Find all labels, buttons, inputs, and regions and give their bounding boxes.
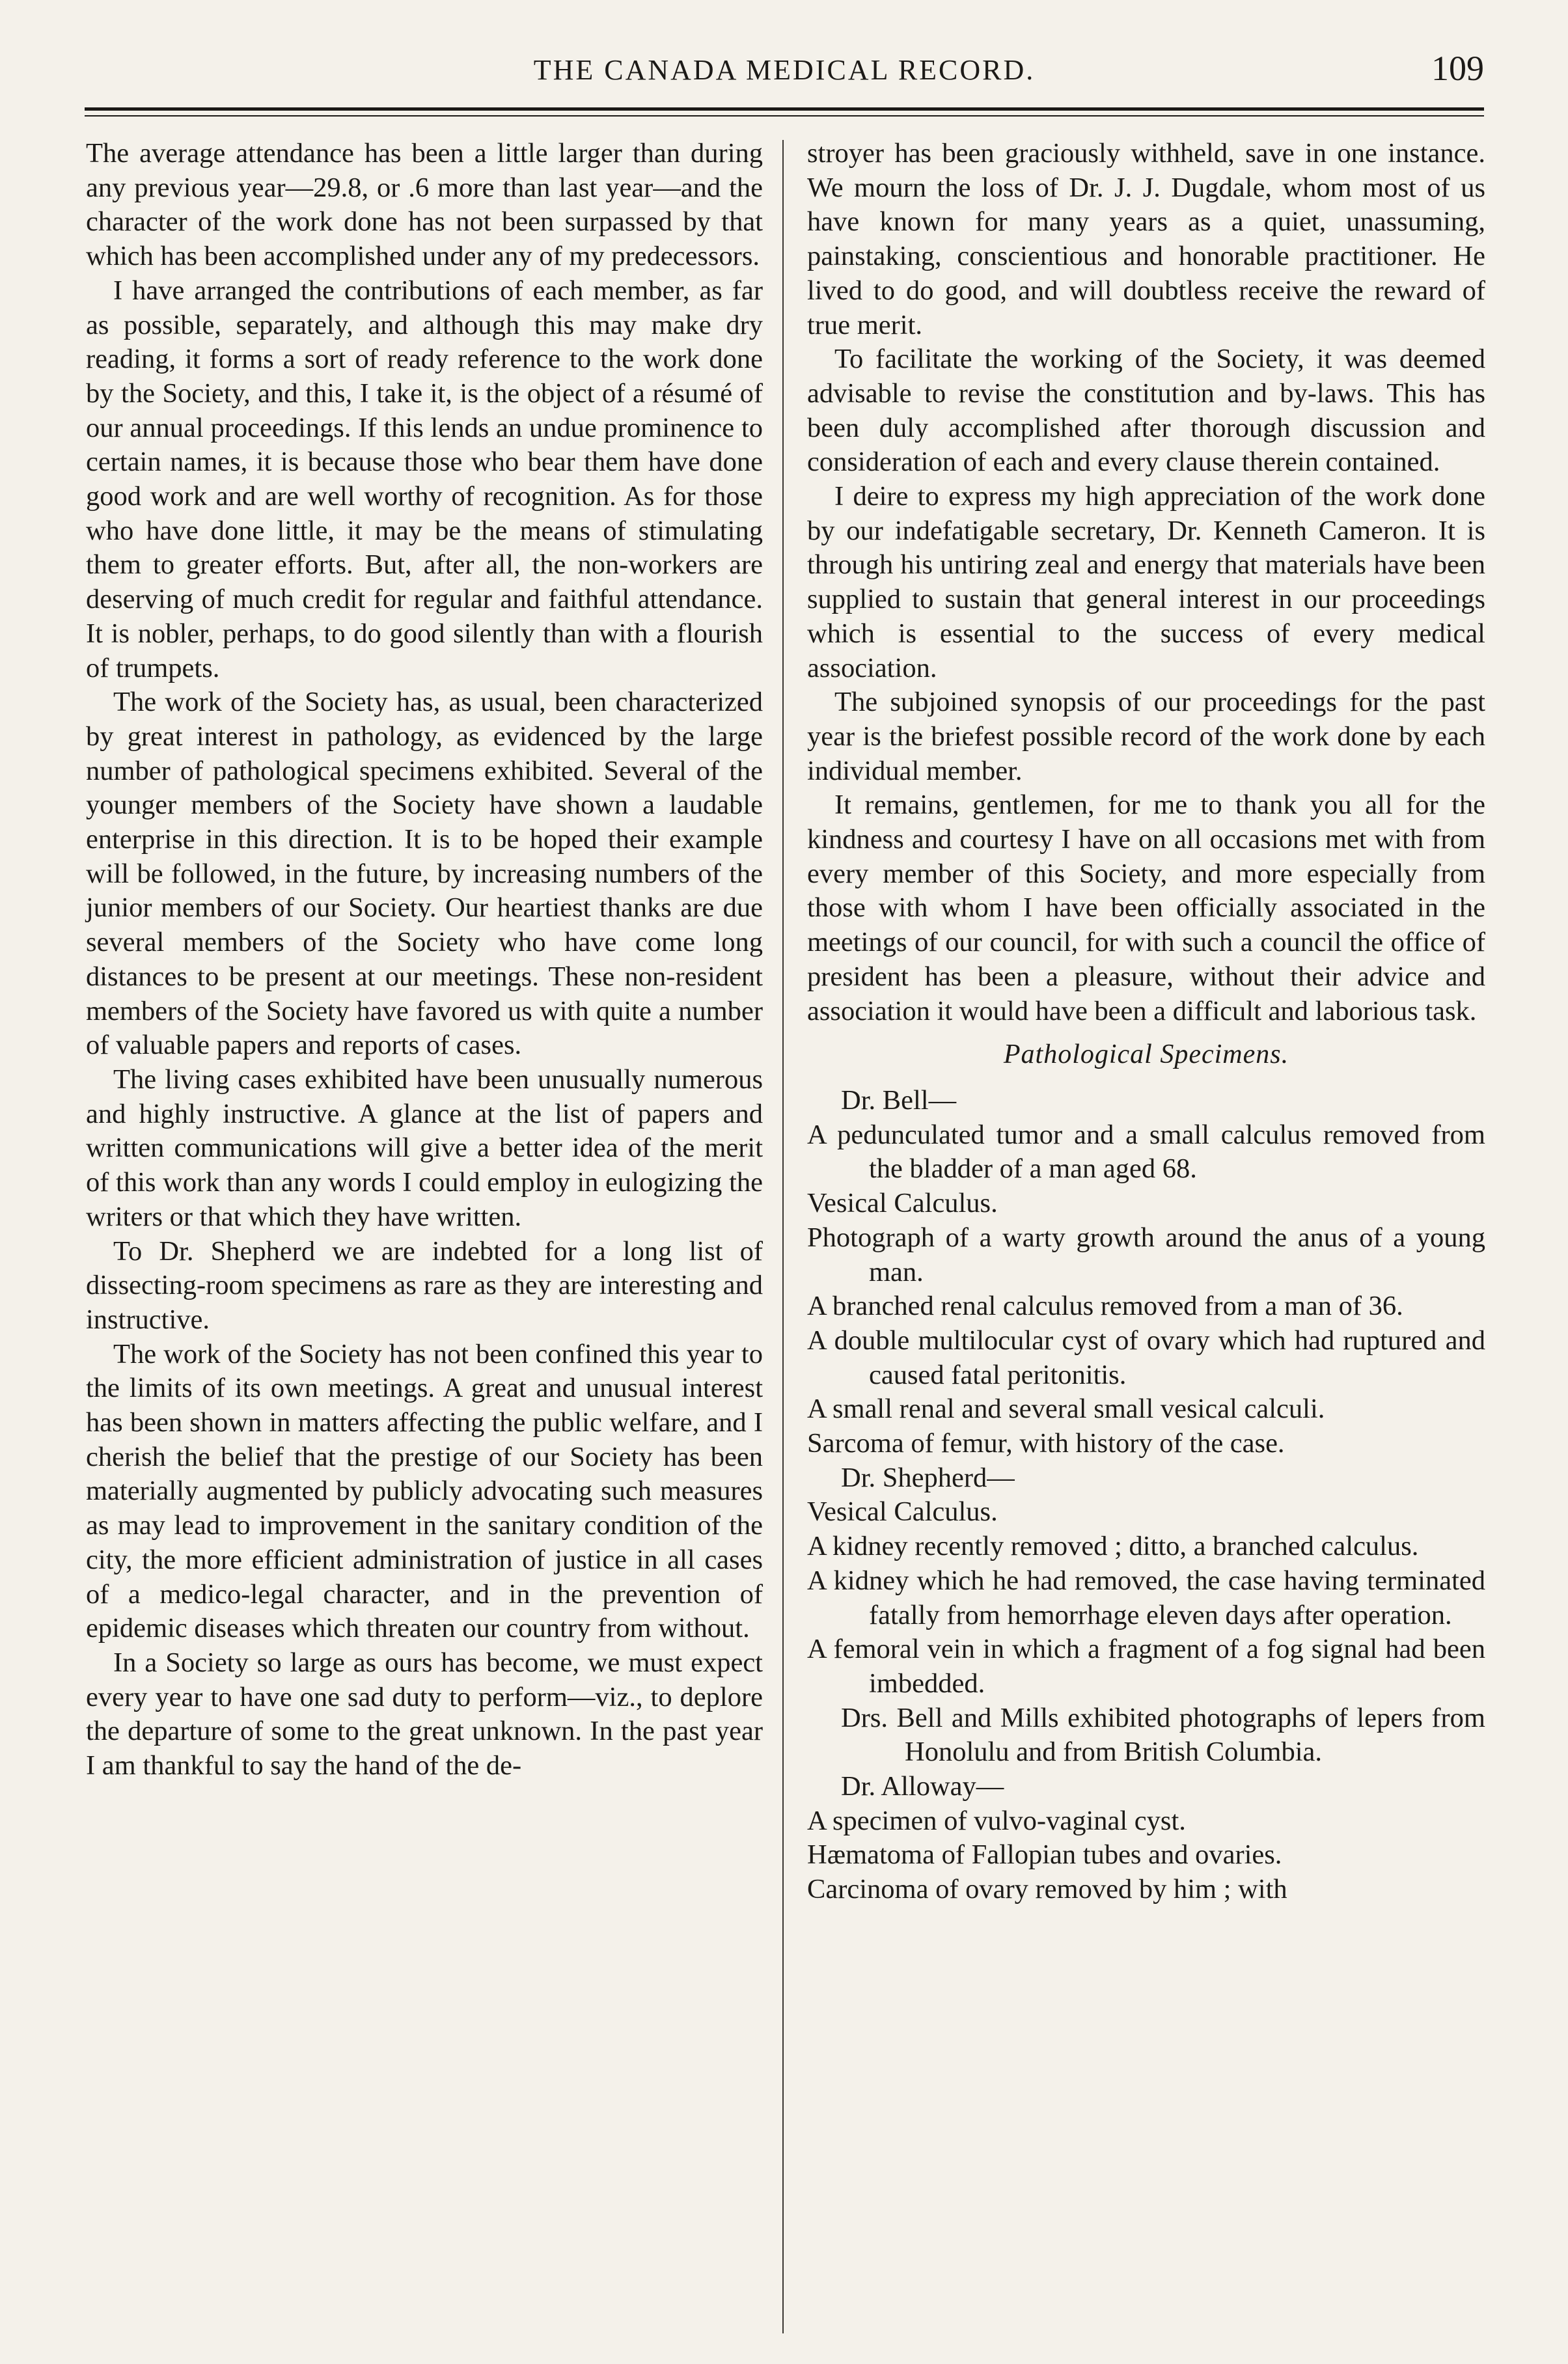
presenter-name: Dr. Alloway— [841, 1771, 1004, 1802]
paragraph: The work of the Society has, as usual, been characterized by great interest in pathology, as evidenced by the large number of pathological specimens exhibited. Several of the younger members of the Society have shown a laudable enterprise in this direction. It is to be hoped their example will be followed, in the future, by increasing numbers of the junior members of our Society. Our heartiest thanks are due several members of the Society who have come long distances to be present at our meetings. These non-resident members of the Society have favored us with quite a number of valuable papers and reports of cases. [86, 687, 763, 1061]
presenter-name: Dr. Bell— [841, 1084, 957, 1116]
specimen-item: A specimen of vulvo-vaginal cyst. [807, 1805, 1186, 1836]
specimen-item: A femoral vein in which a fragment of a fog signal had been imbedded. [807, 1634, 1485, 1699]
left-column [86, 137, 763, 1783]
paragraph: It remains, gentlemen, for me to thank you all for the kindness and courtesy I have on all occasions met with from every member of this Society, and more especially from those with whom I have been officially associated in the meetings of our council, for with such a council the office of president has been a pleasure, without their advice and association it would have been a difficult and laborious task. [807, 790, 1485, 1026]
paragraph: The average attendance has been a little larger than during any previous year—29.8, or .6 more than last year—and the character of the work done has not been surpassed by that which has been accomplished under any of my predecessors. [86, 138, 763, 272]
page-number: 109 [1431, 49, 1484, 88]
column-divider [782, 140, 784, 2333]
paragraph: stroyer has been graciously withheld, save in one instance. We mourn the loss of Dr. J. J. Dugdale, whom most of us have known for many years as a quiet, unassuming, painstaking, conscientious and honorable practitioner. He lived to do good, and will doubtless receive the reward of true merit. [807, 138, 1485, 340]
specimen-item: Vesical Calculus. [807, 1188, 998, 1219]
paragraph: In a Society so large as ours has become, we must expect every year to have one sad duty to perform—viz., to deplore the departure of some to the great unknown. In the past year I am thankful to say the hand of the de- [86, 1647, 763, 1781]
specimen-item: A small renal and several small vesical calculi. [807, 1394, 1325, 1425]
specimen-item: Sarcoma of femur, with history of the case. [807, 1428, 1285, 1459]
specimen-item: A pedunculated tumor and a small calculus removed from the bladder of a man aged 68. [807, 1119, 1485, 1185]
specimen-note: Drs. Bell and Mills exhibited photographs of lepers from Honolulu and from British Columbia. [841, 1702, 1485, 1768]
presenter-name: Dr. Shepherd— [841, 1462, 1015, 1493]
paragraph: I deire to express my high appreciation of the work done by our indefatigable secretary, Dr. Kenneth Cameron. It is through his untiring zeal and energy that materials have been supplied to sustain that general interest in our proceedings which is essential to the success of every medical association. [807, 481, 1485, 683]
section-heading: Pathological Specimens. [1003, 1039, 1289, 1070]
paragraph: The living cases exhibited have been unusually numerous and highly instructive. A glance at the list of papers and written communications will give a better idea of the merit of this work than any words I could employ in eulogizing the writers or that which they have written. [86, 1064, 763, 1232]
right-column [807, 137, 1485, 1907]
specimen-item: A kidney which he had removed, the case having terminated fatally from hemorrhage eleven days after operation. [807, 1565, 1485, 1630]
specimen-item: Vesical Calculus. [807, 1496, 998, 1528]
specimen-list [807, 1084, 1485, 1907]
paragraph: The subjoined synopsis of our proceedings for the past year is the briefest possible record of the work done by each individual member. [807, 687, 1485, 786]
paragraph: To Dr. Shepherd we are indebted for a long list of dissecting-room specimens as rare as they are interesting and instructive. [86, 1235, 763, 1335]
paragraph: To facilitate the working of the Society, it was deemed advisable to revise the constitution and by-laws. This has been duly accomplished after thorough discussion and consideration of each and every clause therein contained. [807, 344, 1485, 478]
paragraph: The work of the Society has not been confined this year to the limits of its own meetings. A great and unusual interest has been shown in matters affecting the public welfare, and I cherish the belief that the prestige of our Society has been materially augmented by publicly advocating such measures as may lead to improvement in the sanitary condition of the city, the more efficient administration of justice in all cases of a medico-legal character, and in the prevention of epidemic diseases which threaten our country from without. [86, 1338, 763, 1644]
paragraph: I have arranged the contributions of each member, as far as possible, separately, and although this may make dry reading, it forms a sort of ready reference to the work done by the Society, and this, I take it, is the object of a résumé of our annual proceedings. If this lends an undue prominence to certain names, it is because those who bear them have done good work and are well worthy of recognition. As for those who have done little, it may be the means of stimulating them to greater efforts. But, after all, the non-workers are deserving of much credit for regular and faithful attendance. It is nobler, perhaps, to do good silently than with a flourish of trumpets. [86, 275, 763, 683]
specimen-item: A double multilocular cyst of ovary which had ruptured and caused fatal peritonitis. [807, 1325, 1485, 1390]
specimen-item: Photograph of a warty growth around the anus of a young man. [807, 1222, 1485, 1287]
page-header [85, 51, 1484, 96]
specimen-item: A kidney recently removed ; ditto, a branched calculus. [807, 1531, 1419, 1562]
specimen-item: Carcinoma of ovary removed by him ; with [807, 1874, 1287, 1905]
header-rule-thin [85, 115, 1484, 117]
running-title: THE CANADA MEDICAL RECORD. [533, 54, 1036, 86]
specimen-item: Hæmatoma of Fallopian tubes and ovaries. [807, 1839, 1282, 1871]
specimen-item: A branched renal calculus removed from a man of 36. [807, 1291, 1403, 1322]
header-rule-thick [85, 107, 1484, 111]
